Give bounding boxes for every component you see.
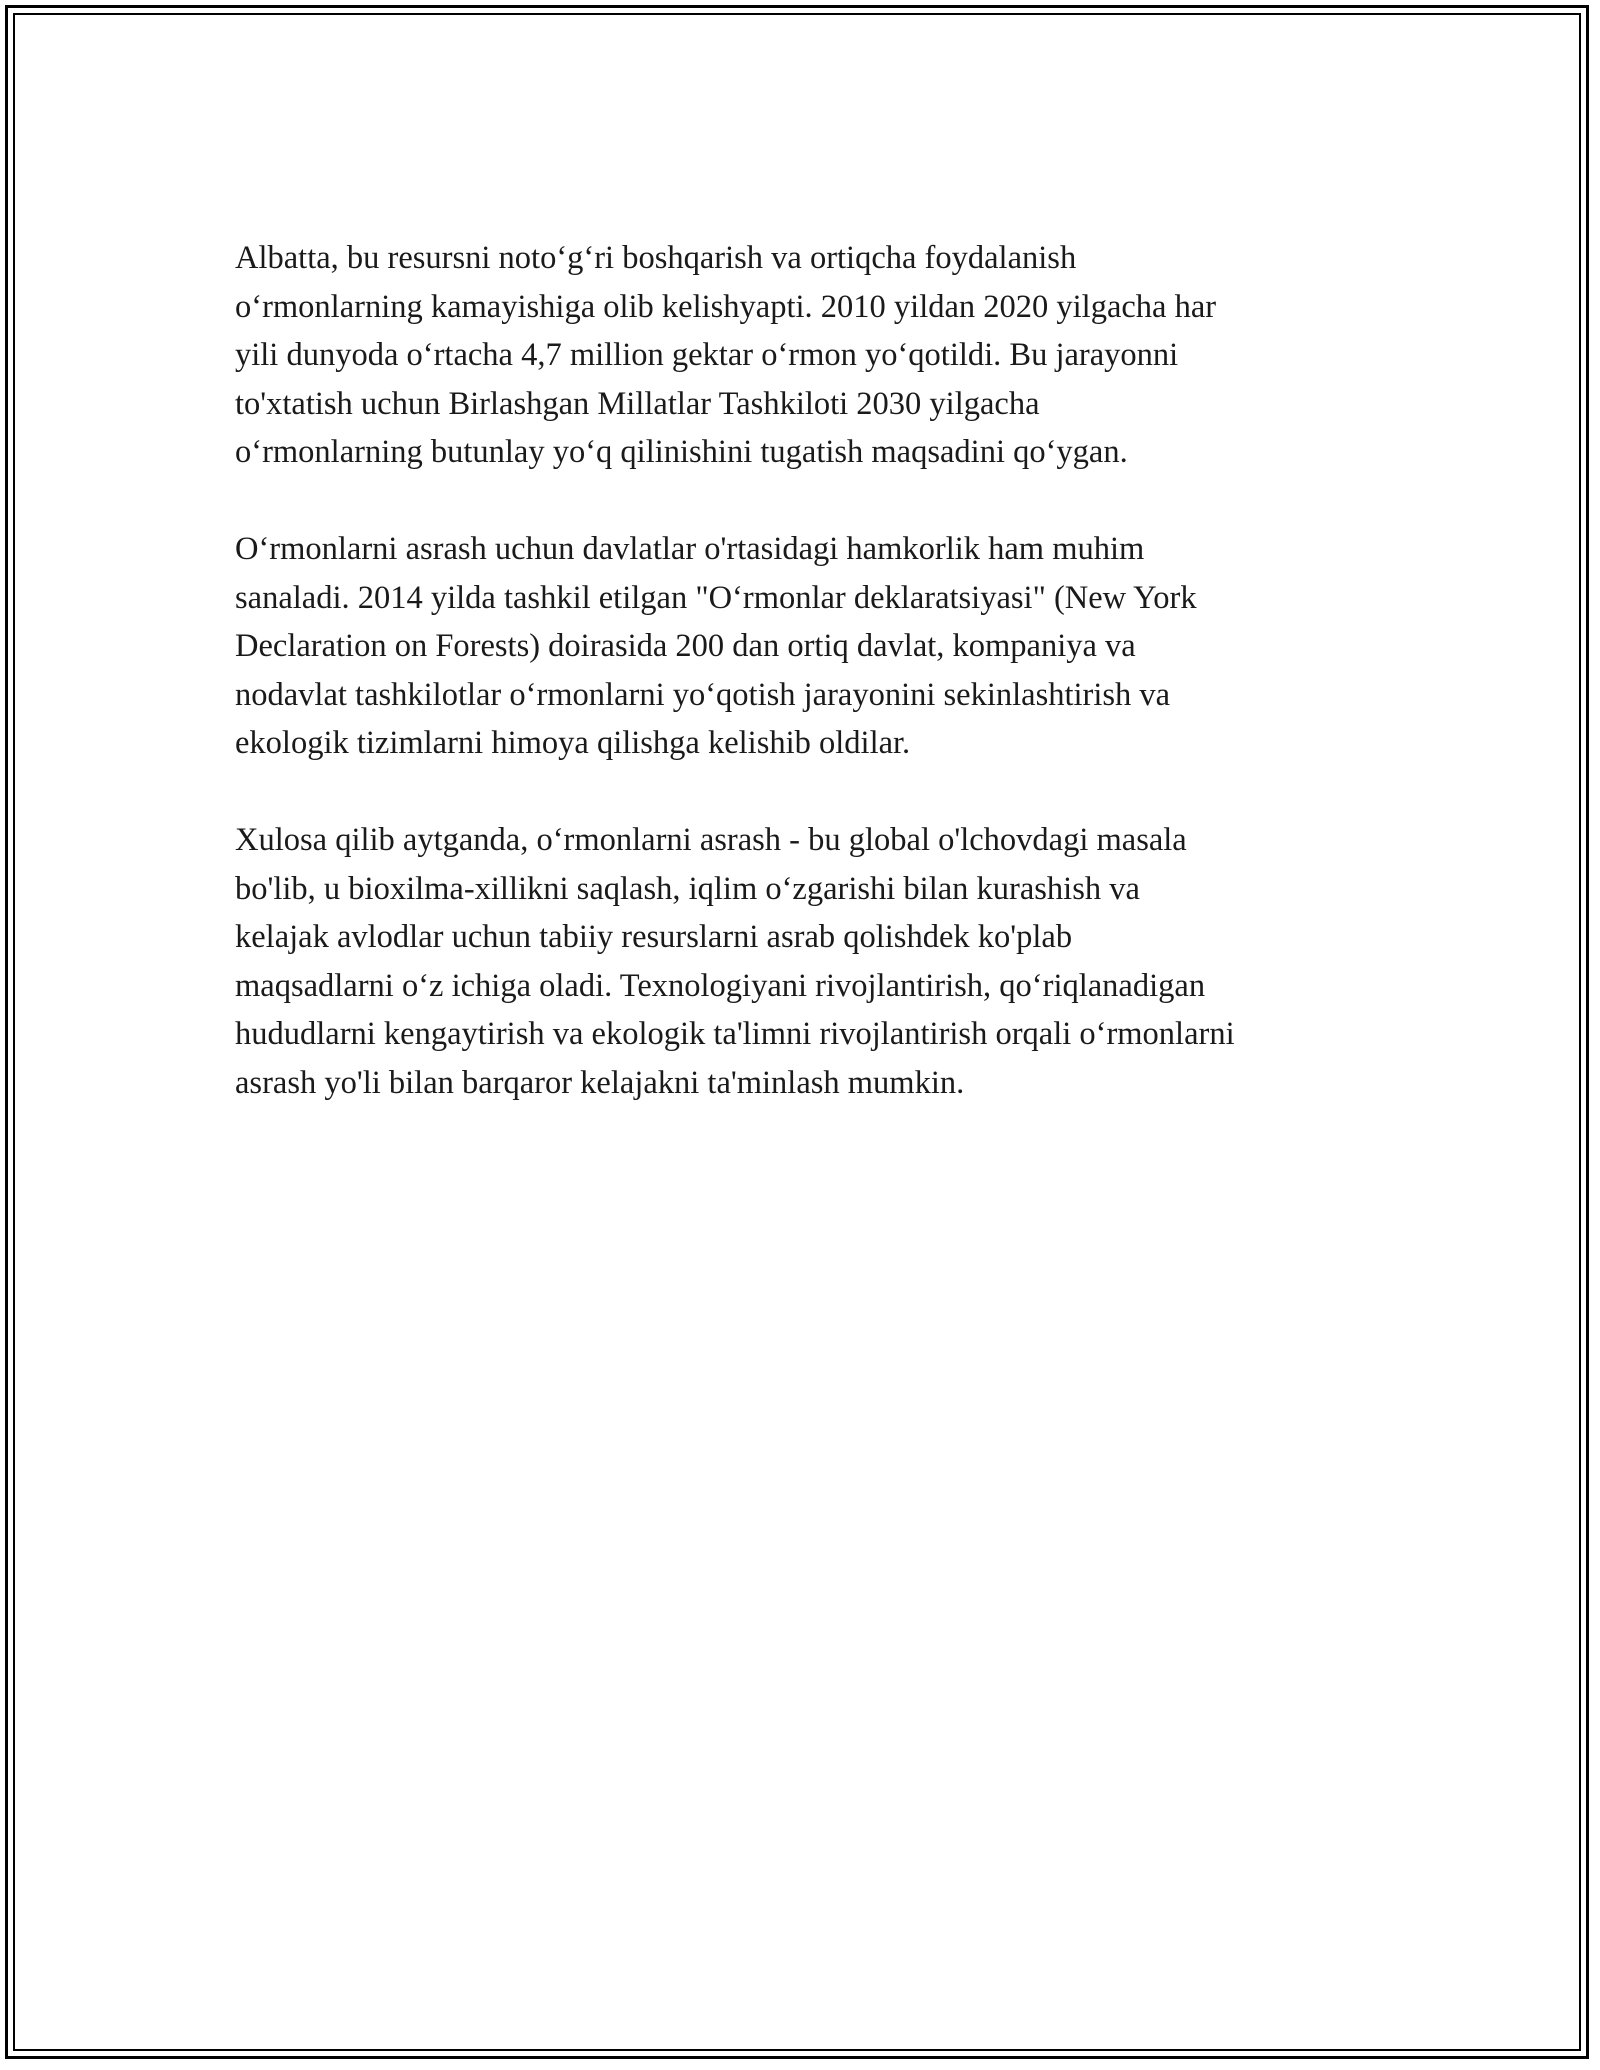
document-body bbox=[235, 234, 1415, 1156]
paragraph-conclusion: Xulosa qilib aytganda, o‘rmonlarni asrash - bu global o'lchovdagi masala bo'lib, u bioxilma-xillikni saqlash, iqlim o‘zgarishi bilan kurashish va kelajak avlodlar uchun tabiiy resurslarni asrab qolishdek ko'plab maqsadlarni o‘z ichiga oladi. Texnologiyani rivojlantirish, qo‘riqlanadigan hududlarni kengaytirish va ekologik ta'limni rivojlantirish orqali o‘rmonlarni asrash yo'li bilan barqaror kelajakni ta'minlash mumkin. bbox=[235, 822, 1235, 1101]
paragraph-cooperation: O‘rmonlarni asrash uchun davlatlar o'rtasidagi hamkorlik ham muhim sanaladi. 2014 yilda tashkil etilgan "O‘rmonlar deklaratsiyasi" (New York Declaration on Forests) doirasida 200 dan ortiq davlat, kompaniya va nodavlat tashkilotlar o‘rmonlarni yo‘qotish jarayonini sekinlashtirish va ekologik tizimlarni himoya qilishga kelishib oldilar. bbox=[235, 531, 1197, 761]
paragraph-deforestation: Albatta, bu resursni noto‘g‘ri boshqarish va ortiqcha foydalanish o‘rmonlarning kamayishiga olib kelishyapti. 2010 yildan 2020 yilgacha har yili dunyoda o‘rtacha 4,7 million gektar o‘rmon yo‘qotildi. Bu jarayonni to'xtatish uchun Birlashgan Millatlar Tashkiloti 2030 yilgacha o‘rmonlarning butunlay yo‘q qilinishini tugatish maqsadini qo‘ygan. bbox=[235, 240, 1217, 470]
